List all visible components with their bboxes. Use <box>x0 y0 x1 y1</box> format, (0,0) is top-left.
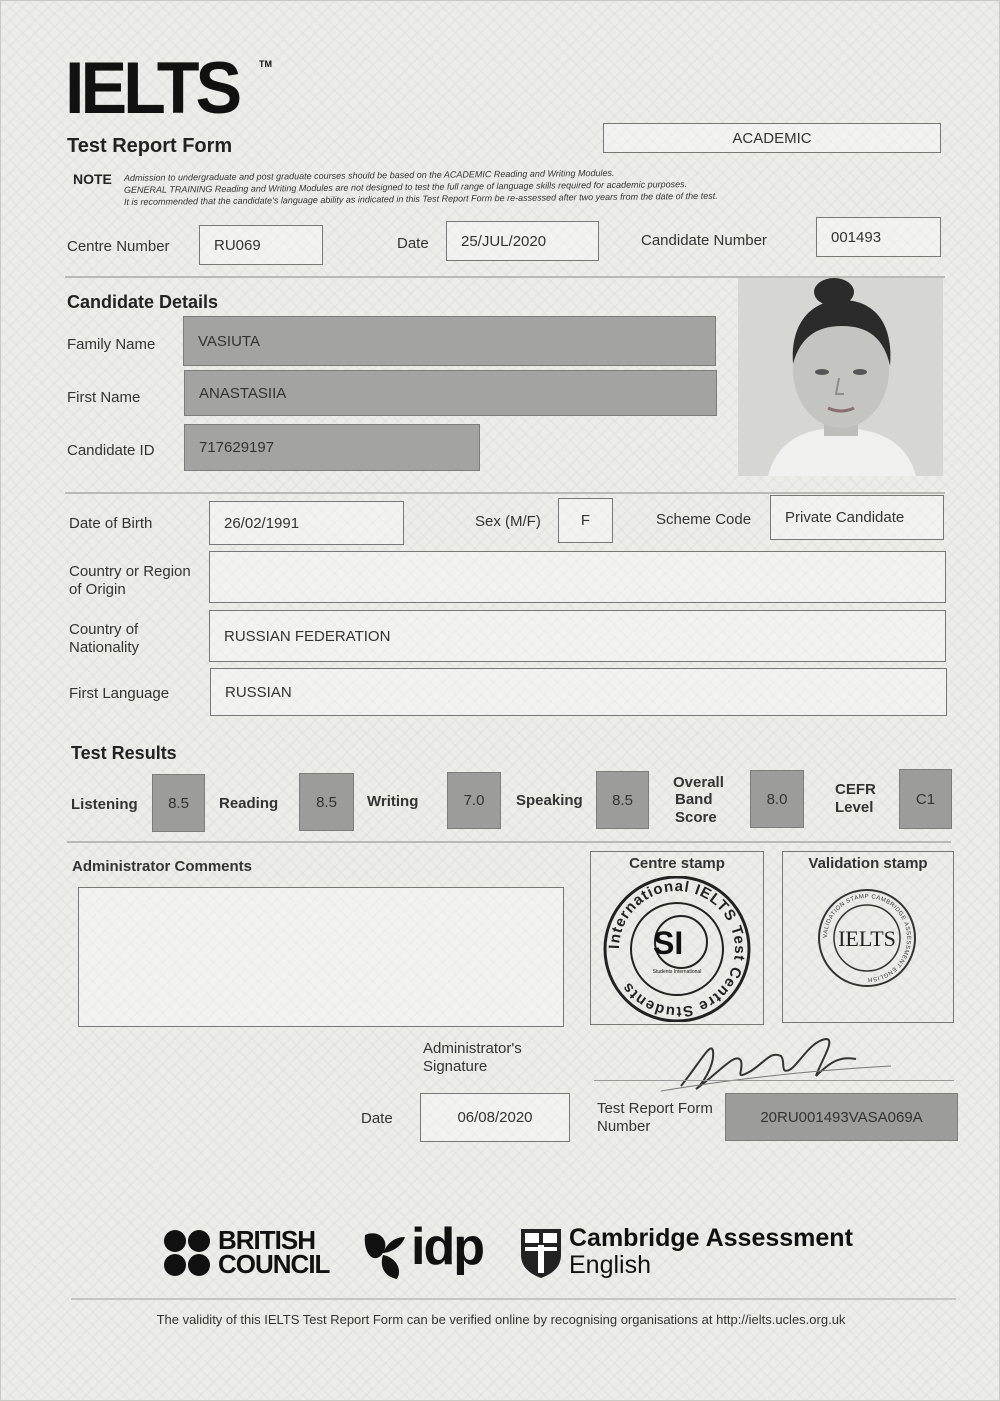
admin-comments-label: Administrator Comments <box>72 858 253 875</box>
validity-notice: The validity of this IELTS Test Report Form can be verified online by recognising organisations at http://ielts.ucles.org.uk <box>156 1312 846 1327</box>
cefr-label-line1: CEFR <box>835 781 876 798</box>
ielts-logo: IELTS <box>65 47 239 129</box>
cambridge-logo <box>519 1224 853 1285</box>
admin-comments-box <box>78 887 564 1027</box>
nationality-label-line2: Nationality <box>69 639 140 656</box>
validation-stamp-label: Validation stamp <box>808 855 928 872</box>
british-council-line1: BRITISH <box>218 1225 315 1255</box>
cambridge-line2: English <box>569 1251 651 1279</box>
idp-leaf-icon <box>361 1229 409 1281</box>
trf-label-line1: Test Report Form <box>597 1100 713 1117</box>
candidate-id-label: Candidate ID <box>67 442 155 459</box>
note-line-2: GENERAL TRAINING Reading and Writing Modules are not designed to test the full range of language skills required for academic purposes. <box>123 179 688 195</box>
reading-score: 8.5 <box>299 773 354 831</box>
centre-date-label: Date <box>397 235 429 252</box>
idp-wordmark: idp <box>411 1218 483 1276</box>
form-title: Test Report Form <box>67 135 233 157</box>
centre-stamp-frame <box>590 851 764 1025</box>
first-name-label: First Name <box>67 389 141 406</box>
overall-label-line2: Band <box>675 791 713 808</box>
british-council-line2: COUNCIL <box>218 1249 330 1279</box>
validation-stamp-frame <box>782 851 954 1023</box>
centre-stamp-ring-text: International IELTS Test Centre Students <box>605 877 749 1021</box>
reading-label: Reading <box>219 795 279 812</box>
note-line-1: Admission to undergraduate and post graduate courses should be based on the ACADEMIC Reading and Writing Modules. <box>123 167 615 183</box>
candidate-number-field: 001493 <box>816 217 941 257</box>
cefr-label-line2: Level <box>835 799 874 816</box>
signature-label-line2: Signature <box>423 1058 488 1075</box>
speaking-label: Speaking <box>516 792 583 809</box>
centre-stamp-logo: SI <box>653 925 684 961</box>
dob-field: 26/02/1991 <box>209 501 404 545</box>
scheme-code-label: Scheme Code <box>656 511 752 528</box>
dob-label: Date of Birth <box>69 515 153 532</box>
centre-stamp-subtext: Students International <box>652 969 702 975</box>
centre-stamp-label: Centre stamp <box>629 855 725 872</box>
centre-number-label: Centre Number <box>67 238 170 255</box>
candidate-photo <box>738 278 943 476</box>
centre-stamp <box>601 876 753 1022</box>
sex-label: Sex (M/F) <box>475 513 541 530</box>
overall-label-line1: Overall <box>673 774 724 791</box>
signature-line <box>594 1080 954 1081</box>
cefr-level: C1 <box>899 769 952 829</box>
writing-score: 7.0 <box>447 772 501 829</box>
note-label: NOTE <box>73 171 112 187</box>
divider <box>67 841 951 843</box>
family-name-field: VASIUTA <box>183 316 716 366</box>
validation-stamp-ring-text: VALIDATION STAMP CAMBRIDGE ASSESSMENT ENGLISH <box>822 893 912 983</box>
nationality-field: RUSSIAN FEDERATION <box>209 610 946 662</box>
admin-date-field: 06/08/2020 <box>420 1093 570 1142</box>
cambridge-shield-icon <box>519 1227 563 1279</box>
origin-label-line2: of Origin <box>69 581 126 598</box>
test-results-heading: Test Results <box>71 743 177 763</box>
centre-number-field: RU069 <box>199 225 323 265</box>
sex-field: F <box>558 498 613 543</box>
idp-logo <box>361 1218 486 1283</box>
family-name-label: Family Name <box>67 336 156 353</box>
nationality-label-line1: Country of <box>69 621 139 638</box>
overall-score: 8.0 <box>750 770 804 828</box>
origin-field <box>209 551 946 603</box>
british-council-logo <box>163 1225 333 1279</box>
photo-illustration <box>738 278 943 476</box>
trf-label-line2: Number <box>597 1118 651 1135</box>
validation-stamp-logo: IELTS <box>838 926 896 951</box>
trf-number-field: 20RU001493VASA069A <box>725 1093 958 1141</box>
candidate-number-label: Candidate Number <box>641 232 767 249</box>
first-name-field: ANASTASIIA <box>184 370 717 416</box>
scheme-code-field: Private Candidate <box>770 495 944 540</box>
divider <box>65 492 945 494</box>
speaking-score: 8.5 <box>596 771 649 829</box>
signature-label-line1: Administrator's <box>423 1040 522 1057</box>
listening-label: Listening <box>71 796 138 813</box>
first-language-field: RUSSIAN <box>210 668 947 716</box>
note-line-3: It is recommended that the candidate's language ability as indicated in this Test Report Form be re-assessed after two years from the date of the test. <box>123 190 718 207</box>
admin-date-label: Date <box>361 1110 393 1127</box>
trademark-mark: TM <box>259 59 272 69</box>
validation-stamp <box>817 888 917 988</box>
origin-label-line1: Country or Region <box>69 563 191 580</box>
footer-divider <box>71 1298 956 1300</box>
candidate-id-field: 717629197 <box>184 424 480 471</box>
listening-score: 8.5 <box>152 774 205 832</box>
british-council-dots-icon <box>163 1229 213 1279</box>
candidate-details-heading: Candidate Details <box>67 292 219 312</box>
writing-label: Writing <box>367 793 419 810</box>
centre-date-field: 25/JUL/2020 <box>446 221 599 261</box>
overall-label-line3: Score <box>675 809 717 826</box>
cambridge-line1: Cambridge Assessment <box>569 1224 853 1252</box>
first-language-label: First Language <box>69 685 170 702</box>
administrator-signature <box>641 1031 901 1101</box>
module-box: ACADEMIC <box>603 123 941 153</box>
